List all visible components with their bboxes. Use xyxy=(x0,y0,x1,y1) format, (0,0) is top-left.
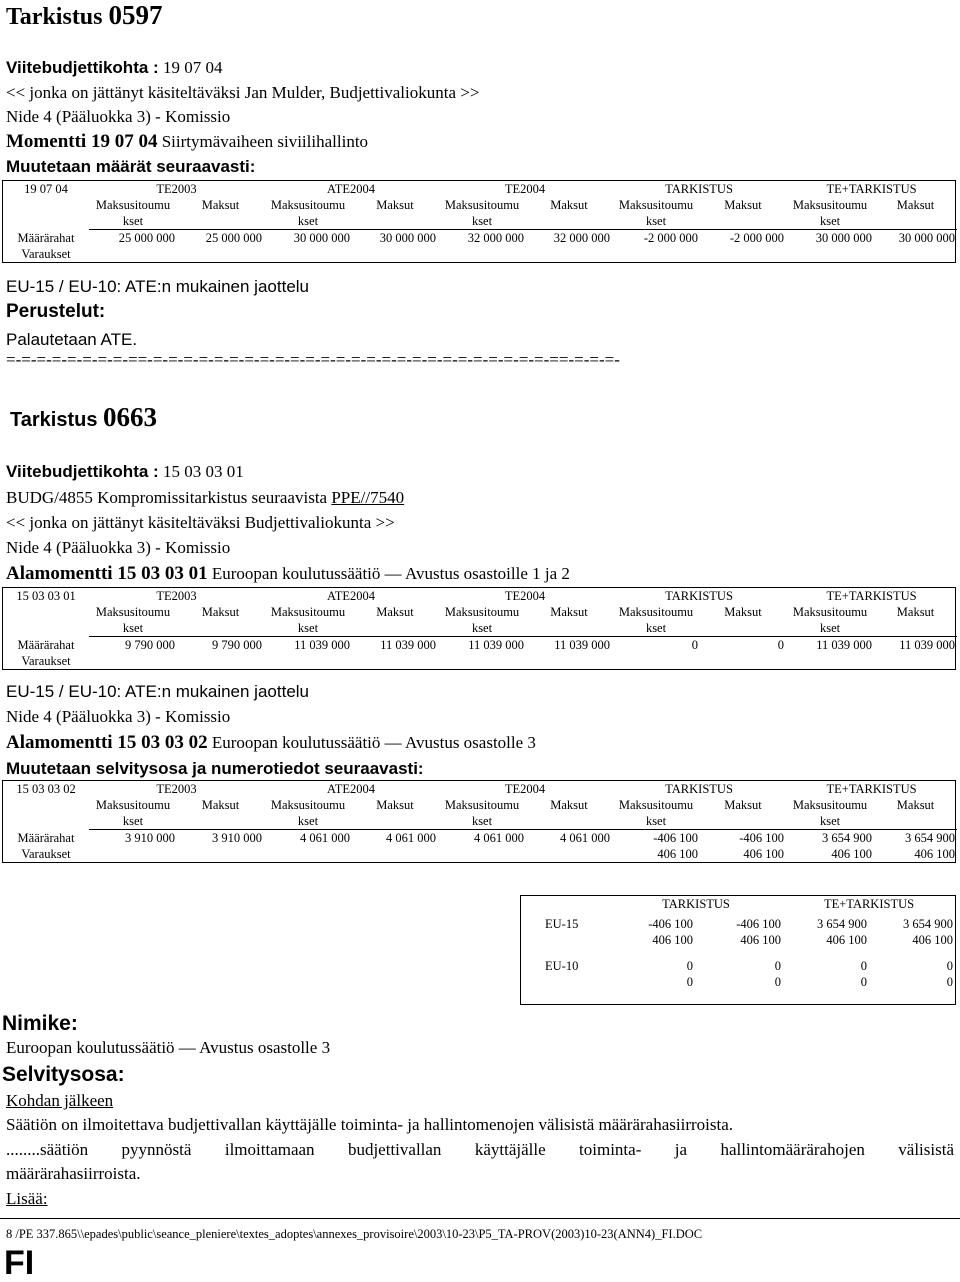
volume-line: Nide 4 (Pääluokka 3) - Komissio xyxy=(6,107,231,126)
table-cell: 406 100 xyxy=(912,933,954,947)
table-cell: 3 654 900 xyxy=(822,831,873,845)
budget-line-value: 19 07 04 xyxy=(162,58,223,77)
table-code: 19 07 04 xyxy=(24,182,68,196)
table-cell: 9 790 000 xyxy=(125,638,175,652)
table-cell: 30 000 000 xyxy=(898,231,956,245)
col-sub-2: kset xyxy=(264,813,352,830)
table-cell: -2 000 000 xyxy=(729,231,785,245)
change-heading: Muutetaan selvitysosa ja numerotiedot seuraavasti: xyxy=(6,759,424,778)
budget-table-3 xyxy=(2,780,956,863)
budget-table-1 xyxy=(2,180,956,263)
submitted-by: << jonka on jättänyt käsiteltäväksi Budjettivaliokunta >> xyxy=(6,513,395,532)
table-cell: 0 xyxy=(777,638,785,652)
col-sub: Maksut xyxy=(724,798,762,812)
col-sub: Maksusitoumu xyxy=(444,798,520,812)
col-sub-2: kset xyxy=(89,813,177,830)
col-sub-2: kset xyxy=(264,213,352,230)
col-group-te2003: TE2003 xyxy=(156,782,197,796)
amendment-title xyxy=(10,402,157,433)
volume-line: Nide 4 (Pääluokka 3) - Komissio xyxy=(6,707,231,726)
table-cell: 3 654 900 xyxy=(903,917,954,931)
remarks-para-2: ........säätiön pyynnöstä ilmoittamaan budjettivallan käyttäjälle toiminta- ja hallintomäärärahojen välisistä xyxy=(6,1140,954,1159)
table-cell: 11 039 000 xyxy=(816,638,873,652)
table-cell: 406 100 xyxy=(652,933,693,947)
col-sub: Maksusitoumu xyxy=(444,605,520,619)
col-group-te-tarkistus: TE+TARKISTUS xyxy=(826,182,917,196)
row-label: Varaukset xyxy=(21,654,71,668)
table-code: 15 03 03 01 xyxy=(16,589,76,603)
table-cell: 11 039 000 xyxy=(554,638,611,652)
subitem-heading xyxy=(6,733,536,753)
table-cell: -2 000 000 xyxy=(643,231,699,245)
table-cell: -406 100 xyxy=(648,917,693,931)
table-cell: 25 000 000 xyxy=(205,231,262,245)
col-sub: Maksusitoumu xyxy=(792,798,868,812)
subitem-text: Euroopan koulutussäätiö — Avustus osastoille 1 ja 2 xyxy=(211,564,570,583)
table-cell: 0 xyxy=(946,959,954,973)
compromise-text: BUDG/4855 Kompromissitarkistus seuraavista xyxy=(6,488,332,507)
budget-line-label: Viitebudjettikohta : xyxy=(6,462,159,481)
table-cell: 32 000 000 xyxy=(467,231,525,245)
col-sub-2: kset xyxy=(786,813,874,830)
col-sub: Maksut xyxy=(376,605,414,619)
col-sub: Maksut xyxy=(550,798,588,812)
col-sub: Maksut xyxy=(724,198,762,212)
table-cell: 0 xyxy=(860,975,868,989)
table-cell: 3 654 900 xyxy=(905,831,956,845)
budget-line-ref xyxy=(6,58,222,78)
col-sub-2: kset xyxy=(438,620,526,637)
remarks-heading: Selvitysosa: xyxy=(2,1063,125,1086)
col-group-te2004: TE2004 xyxy=(504,782,546,796)
table-cell: 0 xyxy=(686,975,693,989)
compromise-ref-link[interactable]: PPE//7540 xyxy=(331,488,405,507)
change-heading: Muutetaan määrät seuraavasti: xyxy=(6,157,256,176)
row-label: Varaukset xyxy=(21,247,71,261)
table-cell: 4 061 000 xyxy=(386,831,437,845)
footer-rule xyxy=(0,1218,960,1219)
table-cell: 32 000 000 xyxy=(553,231,611,245)
subitem-heading xyxy=(6,564,570,584)
eu-split-line: EU-15 / EU-10: ATE:n mukainen jaottelu xyxy=(6,682,310,701)
col-group-ate2004: ATE2004 xyxy=(327,589,375,603)
title-text: Euroopan koulutussäätiö — Avustus osastolle 3 xyxy=(6,1038,331,1057)
table-cell: 25 000 000 xyxy=(118,231,175,245)
col-sub-2: kset xyxy=(89,213,177,230)
row-label: Määrärahat xyxy=(17,830,75,845)
col-sub: Maksusitoumu xyxy=(618,605,694,619)
col-sub: Maksut xyxy=(896,198,935,212)
table-cell: 406 100 xyxy=(740,933,782,947)
table-cell: 30 000 000 xyxy=(815,231,873,245)
amendment-number: 0663 xyxy=(103,402,158,432)
col-sub: Maksut xyxy=(201,198,240,212)
eu-split-table xyxy=(520,895,956,1005)
after-paragraph-label: Kohdan jälkeen xyxy=(6,1091,114,1110)
budget-line-value: 15 03 03 01 xyxy=(162,462,244,481)
col-group-tarkistus: TARKISTUS xyxy=(665,589,733,603)
col-sub: Maksut xyxy=(201,798,240,812)
table-cell: 406 100 xyxy=(914,847,956,861)
remarks-para-2-cont: määrärahasiirroista. xyxy=(6,1164,141,1183)
item-label: Momentti 19 07 04 xyxy=(6,131,158,152)
col-sub: Maksusitoumu xyxy=(270,798,346,812)
table-cell: 3 910 000 xyxy=(212,831,262,845)
separator: =-=-=-=-=-=-=-=-==-=-=-=-=-=-=-=-=-=-=-=-=-=-=-=-=-=-=-=-=-=-=-=-=-=-=-==-=-=-=- xyxy=(6,350,620,369)
col-group-tarkistus: TARKISTUS xyxy=(665,182,733,196)
table-cell: 0 xyxy=(774,959,782,973)
table-cell: 406 100 xyxy=(657,847,699,861)
subitem-label: Alamomentti 15 03 03 01 xyxy=(6,563,208,584)
table-cell: 30 000 000 xyxy=(293,231,350,245)
col-sub-2: kset xyxy=(89,620,177,637)
table-cell: 3 654 900 xyxy=(817,917,868,931)
table-cell: 406 100 xyxy=(831,847,873,861)
title-heading: Nimike: xyxy=(2,1012,78,1035)
table-cell: 4 061 000 xyxy=(474,831,525,845)
table-cell: 4 061 000 xyxy=(300,831,350,845)
col-sub-2: kset xyxy=(612,620,700,637)
compromise-line xyxy=(6,488,404,508)
table-cell: 11 039 000 xyxy=(468,638,525,652)
col-sub-2: kset xyxy=(438,813,526,830)
table-cell: -406 100 xyxy=(653,831,699,845)
table-cell: 30 000 000 xyxy=(379,231,437,245)
remarks-para-1: Säätiön on ilmoitettava budjettivallan käyttäjälle toiminta- ja hallintomenojen välisistä määrärahasiirroista. xyxy=(6,1115,734,1134)
col-group-ate2004: ATE2004 xyxy=(327,782,375,796)
col-sub: Maksusitoumu xyxy=(95,798,171,812)
justification-text: Palautetaan ATE. xyxy=(6,330,138,349)
table-cell: -406 100 xyxy=(739,831,785,845)
table-cell: 11 039 000 xyxy=(899,638,956,652)
footer-path: 8 /PE 337.865\\epades\public\seance_pleniere\textes_adoptes\annexes_provisoire\2003\10-23\P5_TA-PROV(2003)10-23(ANN4)_FI.DOC xyxy=(6,1227,703,1241)
col-sub: Maksusitoumu xyxy=(618,798,694,812)
col-group-te2003: TE2003 xyxy=(156,182,197,196)
table-cell: 0 xyxy=(686,959,693,973)
table-cell: 9 790 000 xyxy=(212,638,262,652)
subitem-text: Euroopan koulutussäätiö — Avustus osastolle 3 xyxy=(211,733,536,752)
col-sub: Maksut xyxy=(550,605,588,619)
row-label: Määrärahat xyxy=(17,230,75,245)
amendment-title-word: Tarkistus xyxy=(6,4,103,30)
table-cell: 406 100 xyxy=(826,933,868,947)
amendment-title xyxy=(6,0,163,31)
row-label: EU-10 xyxy=(545,959,579,973)
submitted-by: << jonka on jättänyt käsiteltäväksi Jan Mulder, Budjettivaliokunta >> xyxy=(6,83,480,102)
col-group-te2004: TE2004 xyxy=(504,589,546,603)
col-sub: Maksusitoumu xyxy=(95,605,171,619)
table-cell: 4 061 000 xyxy=(560,831,611,845)
col-group-tarkistus: TARKISTUS xyxy=(665,782,733,796)
row-label: Varaukset xyxy=(21,847,71,861)
col-group-te-tarkistus: TE+TARKISTUS xyxy=(826,589,917,603)
col-sub: Maksusitoumu xyxy=(792,198,868,212)
add-label: Lisää: xyxy=(6,1189,48,1208)
table-cell: 0 xyxy=(860,959,868,973)
col-sub: Maksusitoumu xyxy=(95,198,171,212)
row-label: Määrärahat xyxy=(17,637,75,652)
table-cell: 3 910 000 xyxy=(125,831,175,845)
volume-line: Nide 4 (Pääluokka 3) - Komissio xyxy=(6,538,231,557)
col-sub: Maksusitoumu xyxy=(270,198,346,212)
col-sub-2: kset xyxy=(438,213,526,230)
col-sub: Maksut xyxy=(724,605,762,619)
col-sub: Maksut xyxy=(896,798,935,812)
justification-heading: Perustelut: xyxy=(6,301,106,322)
col-sub-2: kset xyxy=(786,213,874,230)
col-sub-2: kset xyxy=(264,620,352,637)
budget-line-ref xyxy=(6,462,244,482)
amendment-title-word: Tarkistus xyxy=(10,409,98,431)
col-sub: Maksut xyxy=(550,198,588,212)
table-cell: 11 039 000 xyxy=(294,638,350,652)
budget-line-label: Viitebudjettikohta : xyxy=(6,58,159,77)
col-sub-2: kset xyxy=(612,813,700,830)
table-cell: 0 xyxy=(691,638,699,652)
amendment-number: 0597 xyxy=(108,0,163,30)
subitem-label: Alamomentti 15 03 03 02 xyxy=(6,732,208,753)
table-cell: 0 xyxy=(774,975,782,989)
col-sub: Maksut xyxy=(376,198,414,212)
col-sub: Maksusitoumu xyxy=(792,605,868,619)
col-group-te-tarkistus: TE+TARKISTUS xyxy=(826,782,917,796)
eu-split-line: EU-15 / EU-10: ATE:n mukainen jaottelu xyxy=(6,277,310,296)
col-sub: Maksut xyxy=(201,605,240,619)
table-cell: 406 100 xyxy=(743,847,785,861)
col-group-te2003: TE2003 xyxy=(156,589,197,603)
language-code: FI xyxy=(4,1244,35,1282)
col-sub: Maksusitoumu xyxy=(270,605,346,619)
item-heading xyxy=(6,132,368,152)
col-sub: Maksut xyxy=(896,605,935,619)
col-sub-2: kset xyxy=(612,213,700,230)
col-group-te2004: TE2004 xyxy=(504,182,546,196)
table-code: 15 03 03 02 xyxy=(16,782,76,796)
col-group-tarkistus: TARKISTUS xyxy=(662,897,730,911)
col-group-te-tarkistus: TE+TARKISTUS xyxy=(823,897,915,911)
col-sub: Maksusitoumu xyxy=(444,198,520,212)
item-text: Siirtymävaiheen siviilihallinto xyxy=(161,132,369,151)
col-sub-2: kset xyxy=(786,620,874,637)
col-sub: Maksusitoumu xyxy=(618,198,694,212)
col-group-ate2004: ATE2004 xyxy=(327,182,375,196)
row-label: EU-15 xyxy=(545,917,579,931)
table-cell: 0 xyxy=(946,975,954,989)
table-cell: 11 039 000 xyxy=(380,638,437,652)
col-sub: Maksut xyxy=(376,798,414,812)
table-cell: -406 100 xyxy=(736,917,782,931)
budget-table-2 xyxy=(2,587,956,670)
